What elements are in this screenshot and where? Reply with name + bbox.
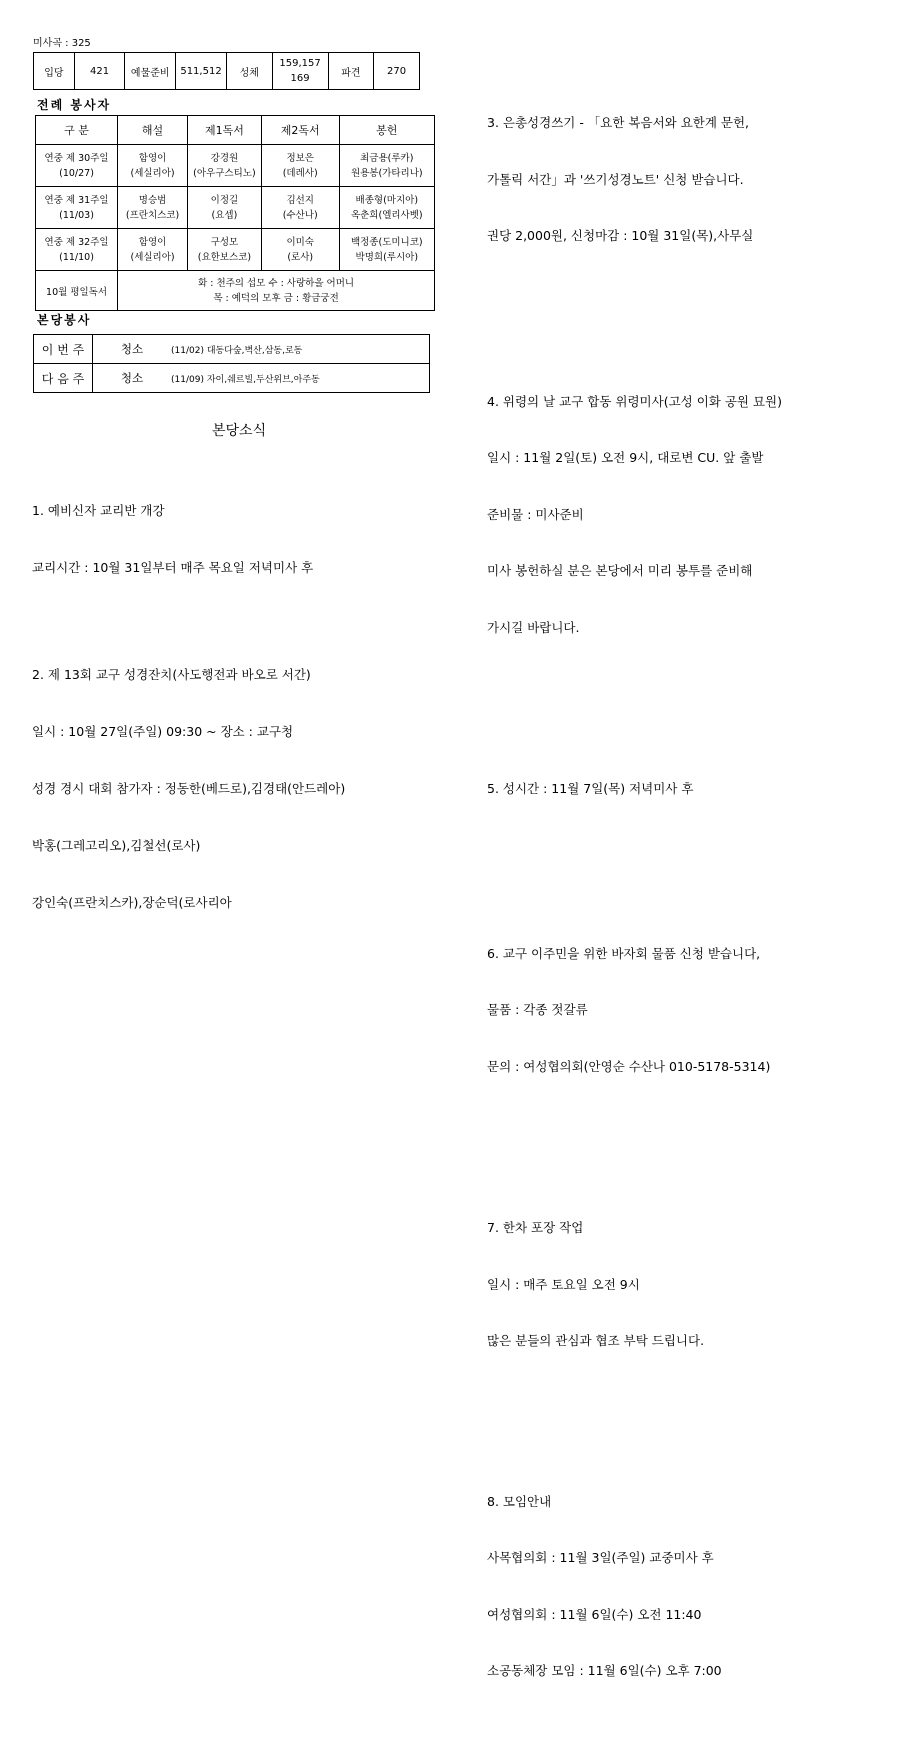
commentary-cell: 함영이 (세실리아) (118, 229, 188, 271)
main-service-title: 본당봉사 (37, 313, 92, 327)
news-line: 일시 : 10월 27일(주일) 09:30 ~ 장소 : 교구청 (32, 724, 294, 739)
week-cell: 연중 제 31주일 (11/03) (36, 187, 118, 229)
header-commentary: 해설 (118, 116, 188, 145)
news-line: 문의 : 여성협의회(안영순 수산나 010-5178-5314) (487, 1058, 771, 1074)
service-table (33, 334, 430, 393)
news-line: 소공동체장 모임 : 11월 6일(수) 오후 7:00 (487, 1663, 722, 1678)
mass-count: 미사곡 : 325 (33, 38, 91, 49)
right-news (487, 38, 782, 1738)
service-detail: (11/09) 자이,쉐르빌,두산위브,아주동 (171, 364, 430, 393)
service-task: 청소 (93, 364, 172, 393)
service-detail: (11/02) 대동다숲,벽산,삼동,로동 (171, 335, 430, 364)
news-line: 가시길 바랍니다. (487, 619, 580, 635)
offertory-label: 예물준비 (125, 53, 176, 90)
news-line: 8. 모임안내 (487, 1493, 552, 1509)
news-line: 2. 제 13회 교구 성경잔치(사도행전과 바오로 서간) (32, 667, 311, 682)
news-line: 가톨릭 서간」과 '쓰기성경노트' 신청 받습니다. (487, 171, 744, 187)
header-reading2: 제2독서 (261, 116, 339, 145)
offering-cell: 최금용(루카) 원용봉(가타리나) (339, 145, 434, 187)
lector-line-2: 목 : 예덕의 모후 금 : 황금궁전 (213, 292, 339, 304)
lector-schedule (118, 271, 435, 311)
entrance-value: 421 (74, 53, 125, 90)
reading1-cell: 구성모 (요한보스코) (188, 229, 262, 271)
commentary-cell: 명승범 (프란치스코) (118, 187, 188, 229)
entrance-label: 입당 (34, 53, 75, 90)
news-line: 많은 분들의 관심과 협조 부탁 드립니다. (487, 1333, 705, 1348)
news-section-6 (487, 907, 782, 1115)
news-line: 준비물 : 미사준비 (487, 506, 584, 522)
header-offering: 봉헌 (339, 116, 434, 145)
news-title: 본당소식 (212, 423, 267, 439)
news-line: 7. 한차 포장 작업 (487, 1220, 584, 1235)
liturgy-title: 전례 봉사자 (37, 98, 112, 112)
news-section-5 (487, 742, 782, 837)
recessional-value: 270 (374, 53, 420, 90)
news-section-4 (487, 355, 782, 676)
communion-label: 성체 (226, 53, 272, 90)
liturgy-table (35, 115, 435, 311)
table-row (34, 364, 430, 393)
table-row (36, 145, 435, 187)
week-cell: 연중 제 32주일 (11/10) (36, 229, 118, 271)
reading1-cell: 강경원 (아우구스티노) (188, 145, 262, 187)
news-line: 5. 성시간 : 11월 7일(목) 저녁미사 후 (487, 781, 694, 796)
reading2-cell: 김선지 (수산나) (261, 187, 339, 229)
news-line: 사목협의회 : 11월 3일(주일) 교중미사 후 (487, 1550, 714, 1565)
commentary-cell: 함영이 (세실리아) (118, 145, 188, 187)
news-line: 강인숙(프란치스카),장순덕(로사리아 (32, 895, 232, 910)
news-line: 성경 경시 대회 참가자 : 정동한(베드로),김경태(안드레아) (32, 781, 346, 796)
lector-label: 10월 평일독서 (36, 271, 118, 311)
left-news (32, 463, 345, 931)
service-week-label: 이 번 주 (34, 335, 93, 364)
service-task: 청소 (93, 335, 172, 364)
news-section-7 (487, 1181, 782, 1389)
news-line: 박홍(그레고리오),김철선(로사) (32, 838, 201, 853)
news-line: 일시 : 11월 2일(토) 오전 9시, 대로변 CU. 앞 출발 (487, 450, 764, 465)
header-reading1: 제1독서 (188, 116, 262, 145)
header-week: 구 분 (36, 116, 118, 145)
communion-value (272, 53, 328, 90)
news-line: 권당 2,000원, 신청마감 : 10월 31일(목),사무실 (487, 228, 754, 243)
news-line: 미사 봉헌하실 분은 본당에서 미리 봉투를 준비해 (487, 563, 753, 578)
news-line: 교리시간 : 10월 31일부터 매주 목요일 저녁미사 후 (32, 560, 314, 575)
news-line: 1. 예비신자 교리반 개강 (32, 503, 165, 518)
offering-cell: 백정종(도미니코) 박명희(루시아) (339, 229, 434, 271)
table-row (34, 335, 430, 364)
hymn-table (33, 52, 420, 90)
news-line (32, 615, 345, 627)
reading2-cell: 정보은 (데레사) (261, 145, 339, 187)
week-cell: 연중 제 30주일 (10/27) (36, 145, 118, 187)
lector-line-1: 화 : 천주의 섭모 수 : 사랑하올 어머니 (198, 277, 355, 289)
reading2-cell: 이미숙 (로사) (261, 229, 339, 271)
recessional-label: 파견 (328, 53, 374, 90)
table-row (36, 229, 435, 271)
service-week-label: 다 음 주 (34, 364, 93, 393)
reading1-cell: 이정길 (요셉) (188, 187, 262, 229)
lector-row (36, 271, 435, 311)
table-row (36, 187, 435, 229)
offertory-value: 511,512 (176, 53, 227, 90)
news-line: 일시 : 매주 토요일 오전 9시 (487, 1276, 640, 1292)
news-line: 여성협의회 : 11월 6일(수) 오전 11:40 (487, 1606, 702, 1622)
news-section-3 (487, 76, 782, 284)
news-line: 4. 위령의 날 교구 합동 위령미사(고성 이화 공원 묘원) (487, 393, 782, 409)
news-line: 물품 : 각종 젓갈류 (487, 1002, 588, 1017)
news-line: 3. 은총성경쓰기 - 「요한 복음서와 요한계 문헌, (487, 115, 750, 130)
communion-value-1: 159,157 (279, 58, 321, 69)
news-section-8 (487, 1455, 782, 1719)
offering-cell: 배종형(마지아) 옥춘희(엘리사벳) (339, 187, 434, 229)
communion-value-2: 169 (290, 73, 310, 84)
news-line: 6. 교구 이주민을 위한 바자회 물품 신청 받습니다, (487, 945, 761, 961)
